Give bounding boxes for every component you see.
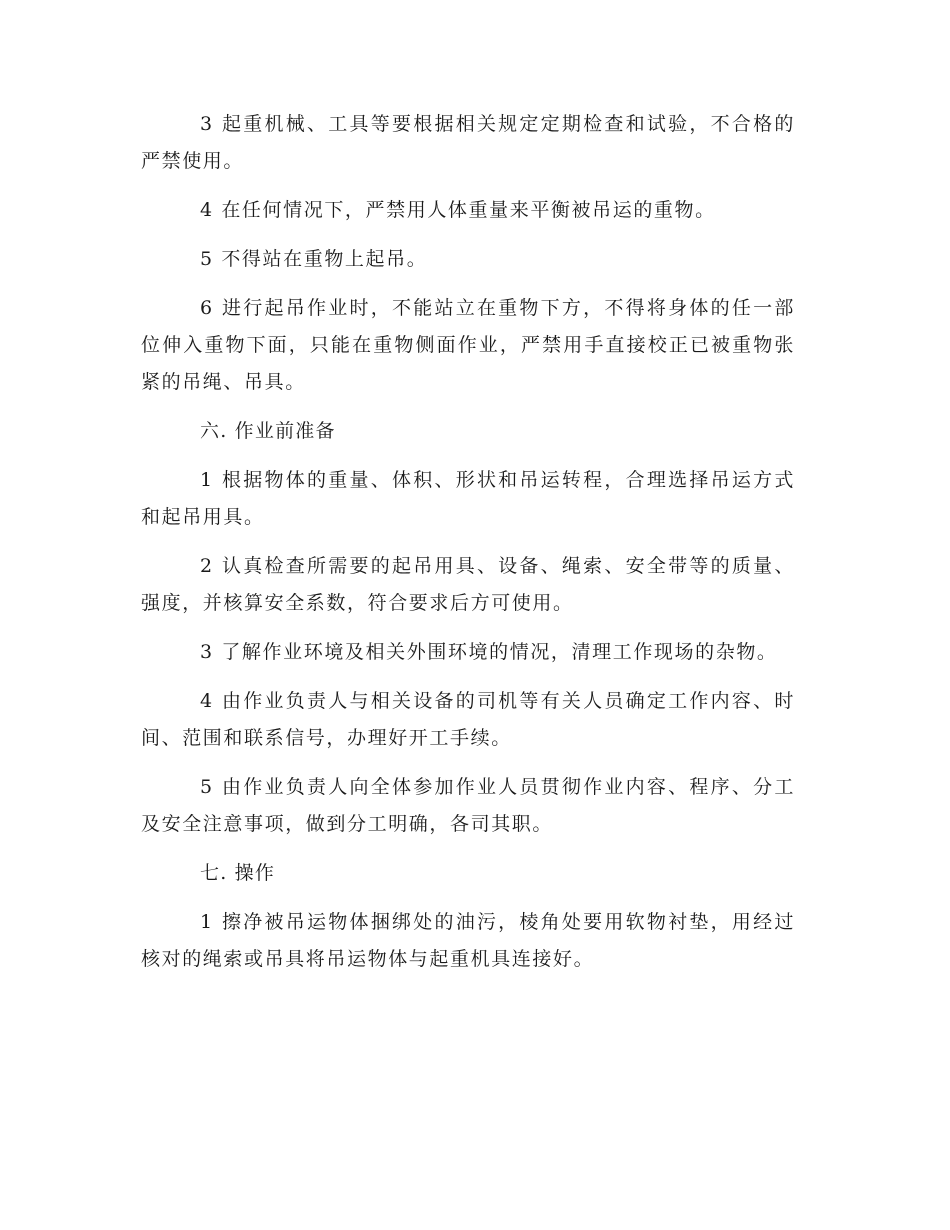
section-heading-preparation: 六. 作业前准备 — [200, 420, 336, 442]
paragraph-prep-4-procedures: 4 由作业负责人与相关设备的司机等有关人员确定工作内容、时间、范围和联系信号，办理好开工手续。 — [141, 690, 795, 749]
paragraph-item-4-body-weight: 4 在任何情况下，严禁用人体重量来平衡被吊运的重物。 — [200, 199, 716, 221]
paragraph-item-3-inspection: 3 起重机械、工具等要根据相关规定定期检查和试验，不合格的严禁使用。 — [141, 113, 795, 172]
paragraph-prep-2-check-equipment: 2 认真检查所需要的起吊用具、设备、绳索、安全带等的质量、强度，并核算安全系数，符合要求后方可使用。 — [141, 555, 795, 614]
section-heading-operation: 七. 操作 — [200, 862, 276, 884]
paragraph-prep-1-selection: 1 根据物体的重量、体积、形状和吊运转程，合理选择吊运方式和起吊用具。 — [141, 469, 795, 528]
paragraph-item-6-lifting-safety: 6 进行起吊作业时，不能站立在重物下方，不得将身体的任一部位伸入重物下面，只能在重物侧面作业，严禁用手直接校正已被重物张紧的吊绳、吊具。 — [141, 297, 795, 393]
paragraph-item-5-no-standing: 5 不得站在重物上起吊。 — [200, 248, 428, 270]
paragraph-op-1-rigging: 1 擦净被吊运物体捆绑处的油污，棱角处要用软物衬垫，用经过核对的绳索或吊具将吊运物体与起重机具连接好。 — [141, 911, 795, 970]
document-body — [141, 106, 795, 990]
paragraph-prep-3-environment: 3 了解作业环境及相关外围环境的情况，清理工作现场的杂物。 — [200, 641, 778, 663]
paragraph-prep-5-briefing: 5 由作业负责人向全体参加作业人员贯彻作业内容、程序、分工及安全注意事项，做到分工明确，各司其职。 — [141, 776, 795, 835]
